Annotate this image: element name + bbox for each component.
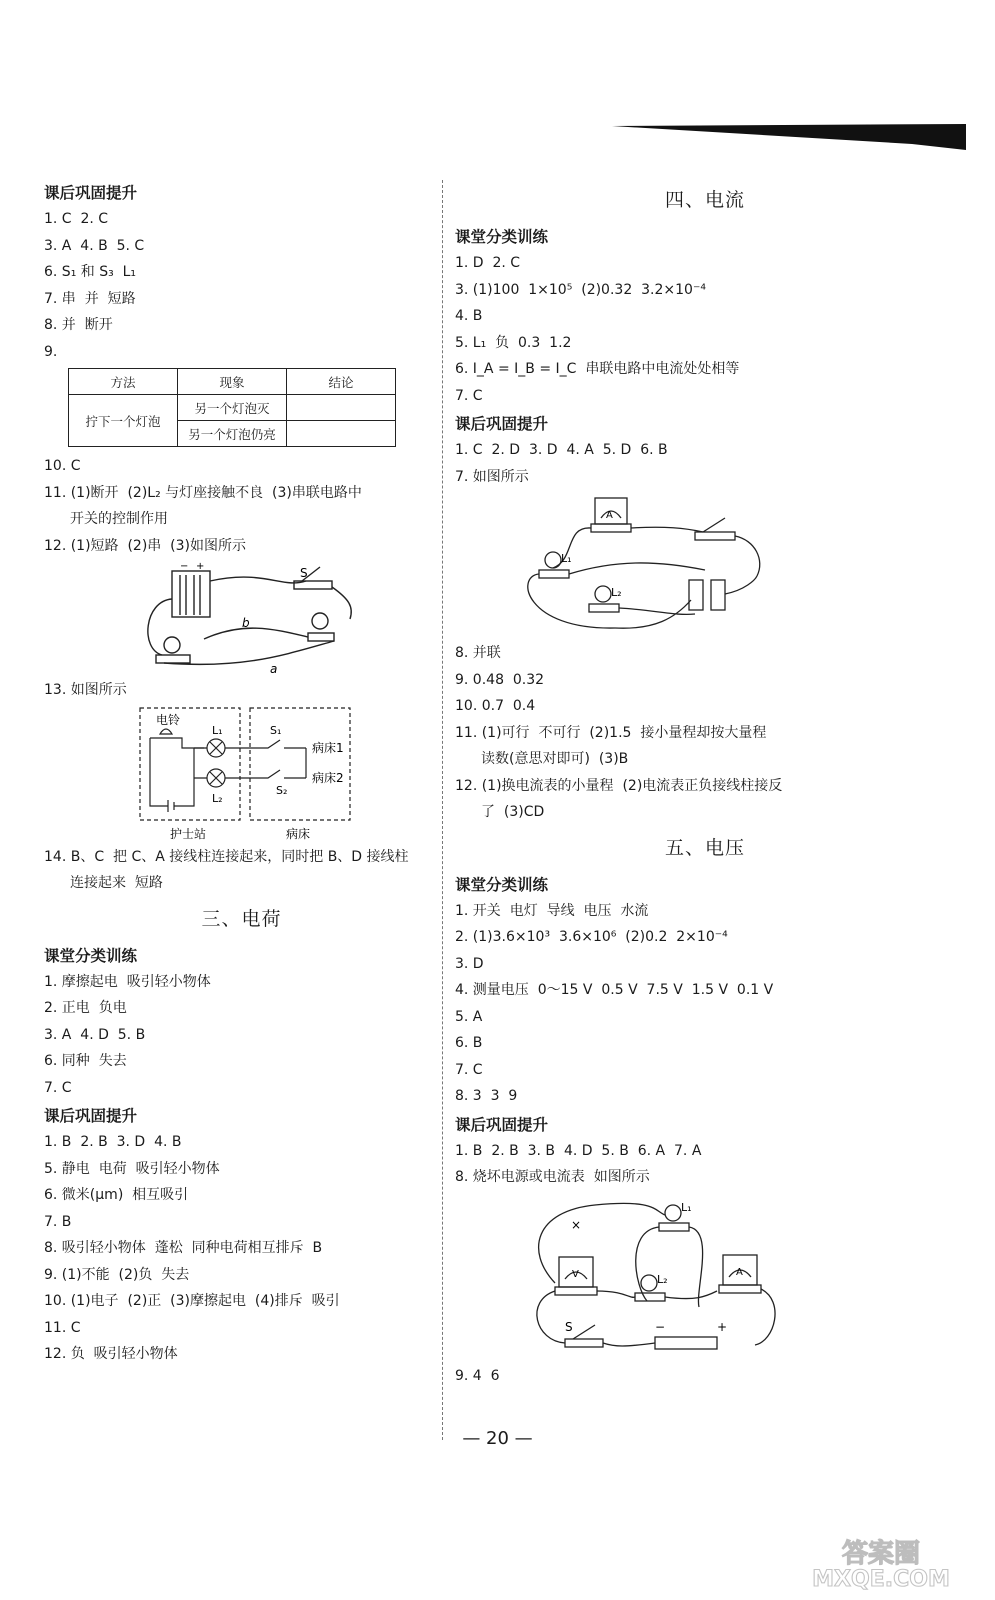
lamp-l2-label: L₂ [611,586,622,599]
answer-line: 11. C [44,1319,81,1336]
answer-line: 2. (1)3.6×10³ 3.6×10⁶ (2)0.2 2×10⁻⁴ [455,929,728,945]
answer-line: 7. 串 并 短路 [44,290,136,307]
battery-minus-label: − [180,561,189,572]
answer-line: 3. A 4. D 5. B [44,1026,146,1043]
section-heading: 课堂分类训练 [455,875,549,894]
circuit-figure-13 [44,704,439,844]
bell-label: 电铃 [156,712,181,727]
answer-line: 1. C 2. D 3. D 4. A 5. D 6. B [455,442,668,458]
answer-line: 7. C [455,387,483,404]
svg-text:答案圈: 答案圈 [841,1539,921,1569]
bed-label: 病床 [286,826,311,841]
lamp-l1-label: L₁ [212,723,223,737]
bed2-label: 病床2 [312,770,344,785]
answer-line: 开关的控制作用 [70,511,168,527]
answer-line: 7. B [44,1213,72,1230]
table-cell: 拧下一个灯泡 [69,395,178,447]
answer-line: 6. B [455,1035,483,1051]
table-header: 结论 [287,369,396,395]
answer-line: 7. 如图所示 [455,468,529,485]
lamp-l2-label: L₂ [212,791,223,805]
section-heading: 课后巩固提升 [44,1107,138,1125]
lamp-l1-label: L₁ [561,552,572,565]
chapter-title: 五、电压 [664,836,745,859]
circuit-figure-7 [455,490,955,640]
switch-label: S [300,566,308,580]
ammeter-label: A [736,1266,743,1278]
column-divider [442,180,443,1440]
circuit-figure-8 [455,1191,955,1363]
answer-line: 6. 同种 失去 [44,1053,127,1069]
switch-s1-label: S₁ [270,723,282,737]
answer-line: 13. 如图所示 [44,682,127,698]
answer-line: 1. B 2. B 3. D 4. B [44,1134,182,1150]
answer-line: 7. C [44,1079,72,1096]
header-decoration-bar [612,124,966,150]
break-mark: × [571,1217,582,1232]
bed1-label: 病床1 [312,740,344,755]
lamp-l1-label: L₁ [681,1200,692,1214]
switch-label: S [565,1319,573,1334]
lamp-l2-label: L₂ [657,1272,668,1286]
answer-line: 11. (1)断开 (2)L₂ 与灯座接触不良 (3)串联电路中 [44,484,362,501]
answer-line: 8. 烧坏电源或电流表 如图所示 [455,1169,650,1185]
right-column [455,178,955,1389]
answer-line: 8. 3 3 9 [455,1088,518,1104]
wire-b-label: b [242,616,250,630]
table-cell: 另一个灯泡灭 [178,395,287,421]
answer-line: 1. 摩擦起电 吸引轻小物体 [44,973,211,990]
page-number: — 20 — [462,1428,533,1449]
answer-line: 6. 微米(μm) 相互吸引 [44,1187,189,1203]
answer-line: 9. [44,343,58,360]
battery-plus-label: + [196,561,205,572]
answer-line: 1. D 2. C [455,255,521,271]
answer-line: 5. L₁ 负 0.3 1.2 [455,334,572,351]
table-header: 方法 [69,369,178,395]
answer-line: 4. B [455,308,483,324]
answer-line: 3. (1)100 1×10⁵ (2)0.32 3.2×10⁻⁴ [455,281,706,298]
table-cell [287,421,396,447]
answer-line: 10. (1)电子 (2)正 (3)摩擦起电 (4)排斥 吸引 [44,1293,340,1309]
battery-plus-label: + [717,1319,728,1334]
section-heading: 课后巩固提升 [455,1115,549,1134]
table-cell: 另一个灯泡仍亮 [178,421,287,447]
chapter-title: 四、电流 [664,189,745,211]
answer-line: 12. 负 吸引轻小物体 [44,1346,178,1362]
wire-a-label: a [270,662,278,676]
answer-line: 5. 静电 电荷 吸引轻小物体 [44,1160,220,1177]
answer-line: 9. 4 6 [455,1367,500,1384]
section-heading: 课后巩固提升 [455,415,549,433]
watermark-logo [781,1532,981,1590]
answer-line: 8. 吸引轻小物体 蓬松 同种电荷相互排斥 B [44,1240,323,1256]
answer-line: 3. A 4. B 5. C [44,237,145,254]
answer-line: 了 (3)CD [481,804,545,820]
answer-line: 4. 测量电压 0～15 V 0.5 V 7.5 V 1.5 V 0.1 V [455,982,774,998]
answer-line: 1. B 2. B 3. B 4. D 5. B 6. A 7. A [455,1142,702,1159]
svg-text:MXQE.COM: MXQE.COM [812,1567,950,1590]
battery-minus-label: − [655,1319,666,1334]
section-heading: 课堂分类训练 [44,946,138,965]
answer-line: 2. 正电 负电 [44,1000,127,1016]
left-column [44,178,439,1368]
voltmeter-label: V [572,1268,579,1280]
answer-line: 9. 0.48 0.32 [455,671,545,688]
nurse-station-label: 护士站 [170,826,207,841]
section-heading: 课后巩固提升 [44,184,138,202]
circuit-figure-12 [44,559,439,677]
answer-line: 10. C [44,458,81,474]
answer-line: 5. A [455,1008,483,1025]
answer-table [68,368,396,447]
answer-line: 连接起来 短路 [70,875,163,891]
ammeter-label: A [606,510,613,521]
answer-line: 读数(意思对即可) (3)B [481,751,629,767]
answer-line: 11. (1)可行 不可行 (2)1.5 接小量程却按大量程 [455,724,767,741]
chapter-title: 三、电荷 [201,907,282,930]
table-header: 现象 [178,369,287,395]
answer-line: 8. 并 断开 [44,317,113,333]
section-heading: 课堂分类训练 [455,228,549,246]
switch-s2-label: S₂ [276,783,288,797]
answer-line: 14. B、C 把 C、A 接线柱连接起来，同时把 B、D 接线柱 [44,848,409,865]
answer-line: 7. C [455,1061,483,1078]
answer-line: 3. D [455,955,484,972]
answer-line: 10. 0.7 0.4 [455,698,536,714]
answer-line: 6. S₁ 和 S₃ L₁ [44,264,137,280]
answer-line: 1. 开关 电灯 导线 电压 水流 [455,902,649,919]
answer-line: 9. (1)不能 (2)负 失去 [44,1266,190,1283]
answer-line: 8. 并联 [455,645,501,661]
answer-line: 1. C 2. C [44,211,109,227]
answer-line: 12. (1)短路 (2)串 (3)如图所示 [44,537,247,554]
table-cell [287,395,396,421]
answer-line: 12. (1)换电流表的小量程 (2)电流表正负接线柱接反 [455,777,783,794]
answer-line: 6. I_A = I_B = I_C 串联电路中电流处处相等 [455,361,740,377]
